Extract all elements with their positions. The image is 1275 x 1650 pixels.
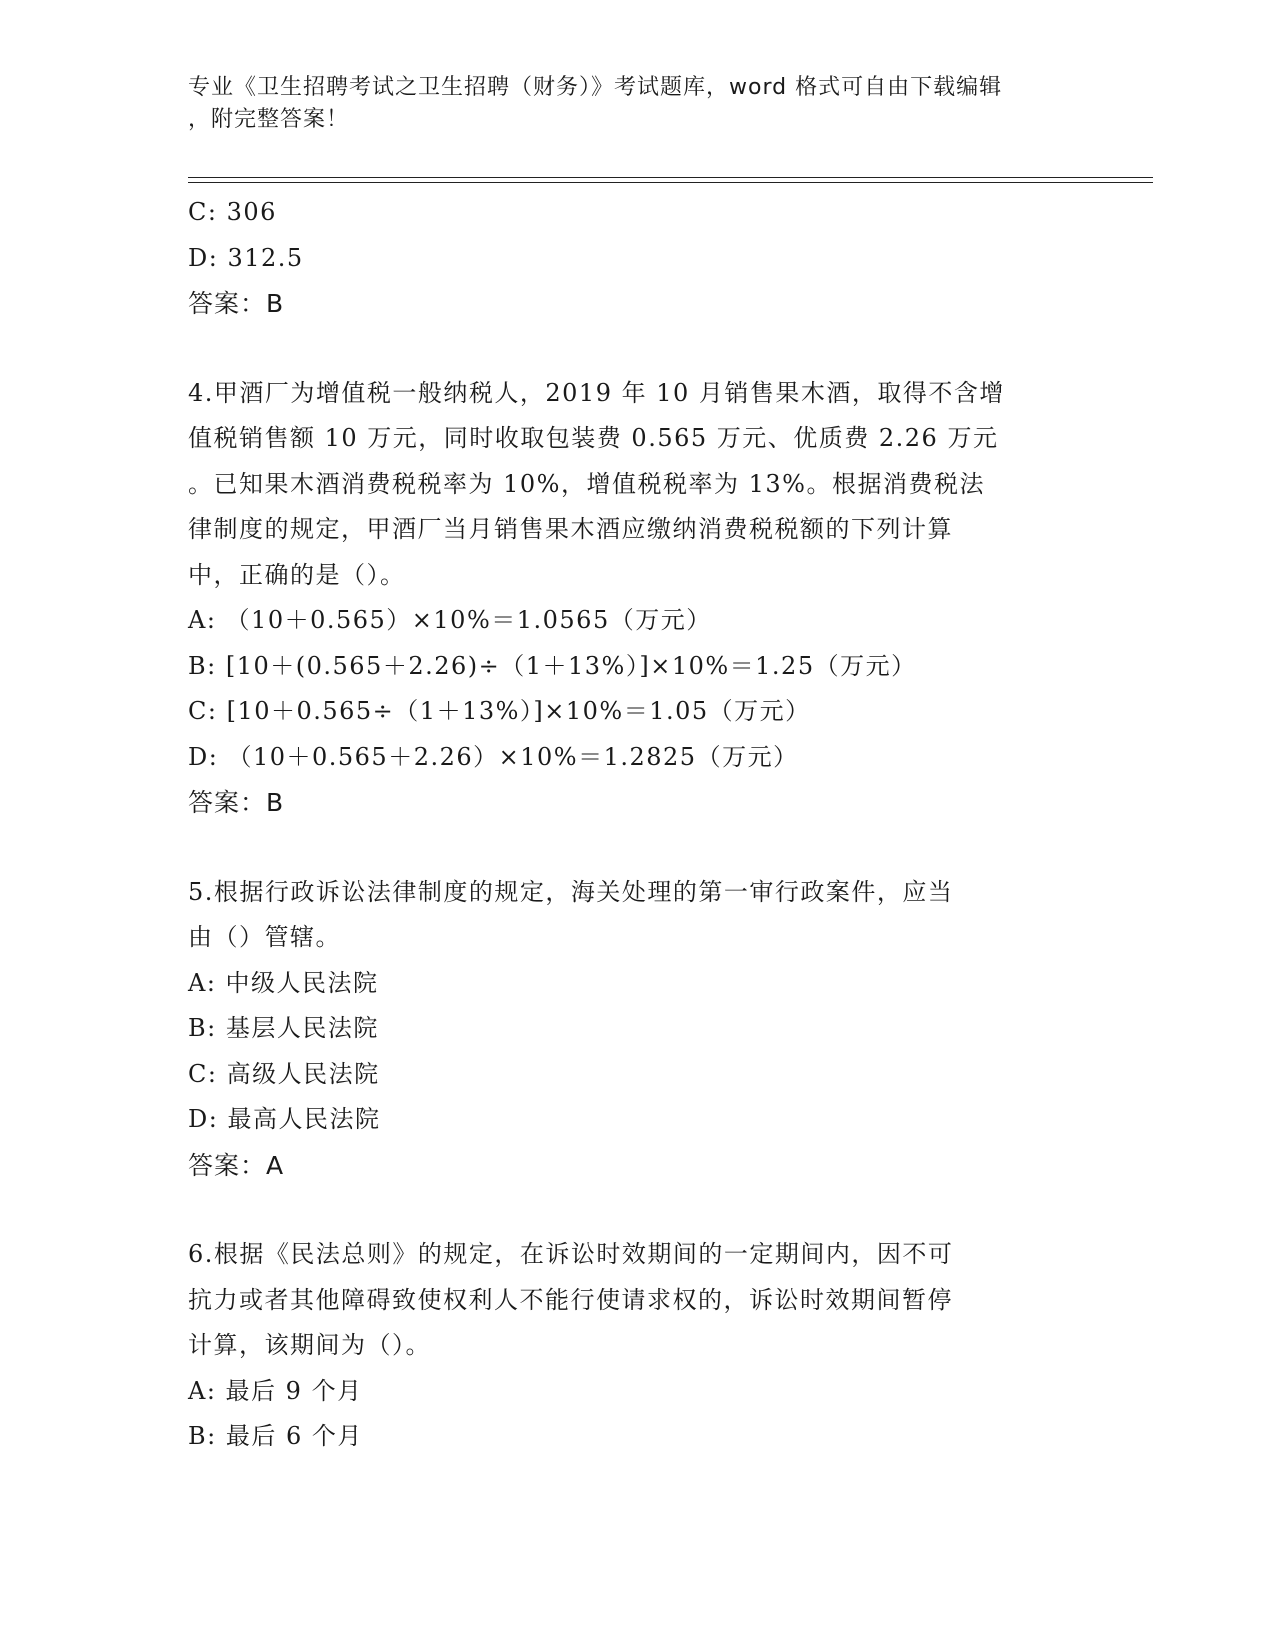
header-line-1: 专业《卫生招聘考试之卫生招聘（财务）》考试题库，word 格式可自由下载编辑	[188, 75, 1003, 100]
spacer	[188, 327, 1088, 371]
header-divider-bottom	[188, 182, 1153, 183]
option-a: A: （10＋0.565）×10%＝1.0565（万元）	[188, 606, 712, 634]
spacer	[188, 826, 1088, 870]
spacer	[188, 1188, 1088, 1232]
option-b: B: 基层人民法院	[188, 1014, 379, 1042]
question-stem-line: 4.甲酒厂为增值税一般纳税人，2019 年 10 月销售果木酒，取得不含增	[188, 378, 1005, 407]
option-c: C: [10＋0.565÷（1＋13%）]×10%＝1.05（万元）	[188, 697, 811, 725]
question-stem-line: 值税销售额 10 万元，同时收取包装费 0.565 万元、优质费 2.26 万元	[188, 424, 999, 452]
question-stem-line: 中，正确的是（）。	[188, 560, 406, 589]
option-c: C: 306	[188, 198, 277, 226]
question-3-tail	[188, 190, 1088, 327]
question-stem-line: 。已知果木酒消费税税率为 10%，增值税税率为 13%。根据消费税法	[188, 469, 985, 498]
question-5	[188, 870, 1088, 1189]
option-d: D: 312.5	[188, 243, 304, 272]
header-divider-top	[188, 177, 1153, 178]
option-a: A: 最后 9 个月	[188, 1376, 363, 1405]
option-b: B: [10＋(0.565＋2.26)÷（1＋13%）]×10%＝1.25（万元）	[188, 651, 917, 680]
question-stem-line: 计算，该期间为（）。	[188, 1331, 431, 1359]
answer-label: 答案：B	[188, 788, 285, 817]
question-stem-line: 6.根据《民法总则》的规定，在诉讼时效期间的一定期间内，因不可	[188, 1240, 954, 1268]
answer-label: 答案：A	[188, 1150, 285, 1180]
option-b: B: 最后 6 个月	[188, 1422, 363, 1450]
question-4	[188, 371, 1088, 826]
header-line-2: ，附完整答案！	[188, 107, 350, 132]
question-stem-line: 由（）管辖。	[188, 923, 341, 951]
question-stem-line: 抗力或者其他障碍致使权利人不能行使请求权的，诉讼时效期间暂停	[188, 1285, 953, 1314]
option-a: A: 中级人民法院	[188, 968, 379, 997]
option-d: D: （10＋0.565＋2.26）×10%＝1.2825（万元）	[188, 742, 799, 771]
page-header	[188, 72, 1078, 136]
question-6	[188, 1232, 1088, 1460]
question-stem-line: 5.根据行政诉讼法律制度的规定，海关处理的第一审行政案件，应当	[188, 877, 954, 906]
document-body	[188, 190, 1088, 1460]
answer-label: 答案：B	[188, 289, 285, 318]
option-c: C: 高级人民法院	[188, 1059, 380, 1088]
question-stem-line: 律制度的规定，甲酒厂当月销售果木酒应缴纳消费税税额的下列计算	[188, 515, 953, 543]
option-d: D: 最高人民法院	[188, 1105, 381, 1133]
